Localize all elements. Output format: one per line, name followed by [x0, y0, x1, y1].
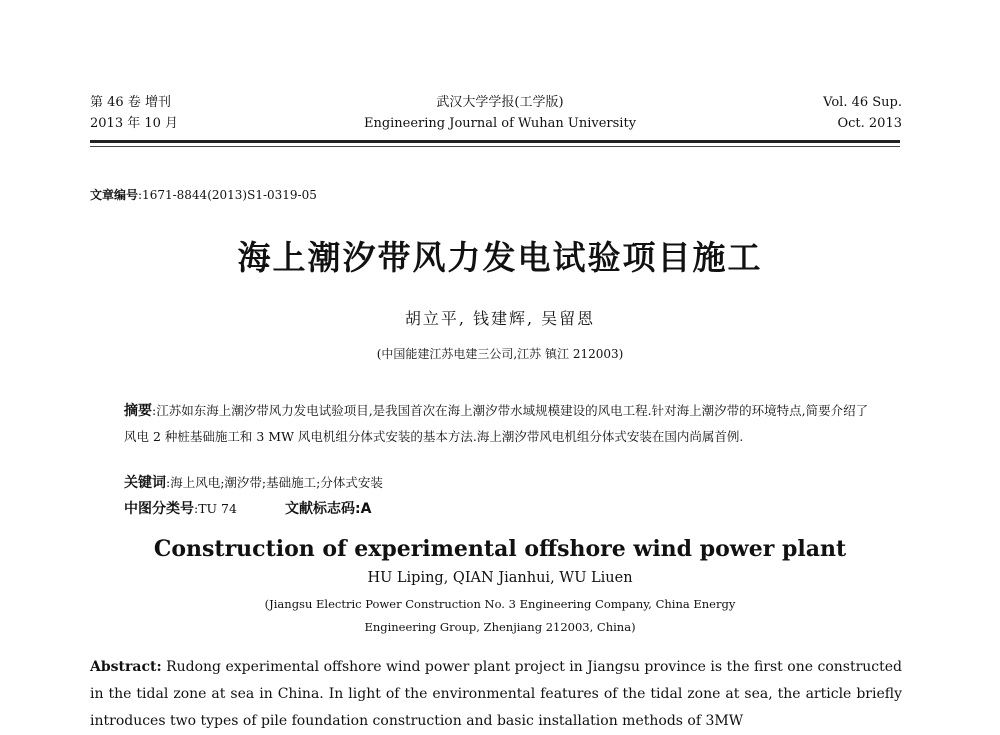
- authors-en: HU Liping, QIAN Jianhui, WU Liuen: [367, 570, 633, 586]
- header-rule-thin: [90, 146, 900, 147]
- header-date-en: Oct. 2013: [837, 116, 902, 131]
- affiliation-en-line2: Engineering Group, Zhenjiang 212003, China): [364, 620, 636, 634]
- header-volume-en: Vol. 46 Sup.: [823, 95, 902, 110]
- header-volume-cn: 第 46 卷 增刊: [90, 95, 171, 110]
- article-number: [90, 186, 317, 203]
- doc-code-value: :A: [354, 501, 372, 517]
- clc-label: 中图分类号: [124, 501, 194, 517]
- keywords-cn: [124, 472, 383, 494]
- article-number-value: :1671-8844(2013)S1-0319-05: [138, 188, 317, 202]
- abstract-cn-label: 摘要: [124, 403, 152, 419]
- header-volume-date-en: [823, 92, 902, 134]
- journal-name-cn: 武汉大学学报(工学版): [436, 95, 564, 110]
- affiliation-cn: (中国能建江苏电建三公司,江苏 镇江 212003): [376, 347, 624, 361]
- article-number-label: 文章编号: [90, 188, 139, 202]
- doc-code-label: 文献标志码: [284, 501, 355, 517]
- abstract-en: [90, 654, 902, 735]
- header-rule-thick: [90, 140, 900, 143]
- classification-codes: [124, 498, 371, 520]
- clc-value: :TU 74: [194, 501, 237, 516]
- journal-name-en: Engineering Journal of Wuhan University: [363, 116, 637, 131]
- abstract-cn-text: :江苏如东海上潮汐带风力发电试验项目,是我国首次在海上潮汐带水域规模建设的风电工程.针对海上潮汐带的环境特点,简要介绍了风电 2 种桩基础施工和 3 MW 风电机组分体式安装的基本方法.海上潮汐带风电机组分体式安装在国内尚属首例.: [124, 403, 869, 444]
- abstract-cn: [124, 398, 879, 449]
- keywords-cn-text: :海上风电;潮汐带;基础施工;分体式安装: [166, 475, 383, 490]
- abstract-en-text: Rudong experimental offshore wind power plant project in Jiangsu province is the first one constructed in the tidal zone at sea in China. In light of the environmental features of the tidal zone at sea, the article briefly introduces two types of pile foundation construction and basic installation methods of 3MW: [90, 659, 902, 729]
- affiliation-en-line1: (Jiangsu Electric Power Construction No. 3 Engineering Company, China Energy: [264, 597, 736, 611]
- abstract-en-label: Abstract:: [90, 659, 162, 675]
- header-date-cn: 2013 年 10 月: [90, 116, 179, 131]
- keywords-cn-label: 关键词: [124, 475, 166, 491]
- paper-title-en: Construction of experimental offshore wind power plant: [153, 536, 847, 562]
- authors-cn: 胡立平, 钱建辉, 吴留恩: [404, 309, 596, 328]
- paper-title-cn: 海上潮汐带风力发电试验项目施工: [237, 238, 763, 277]
